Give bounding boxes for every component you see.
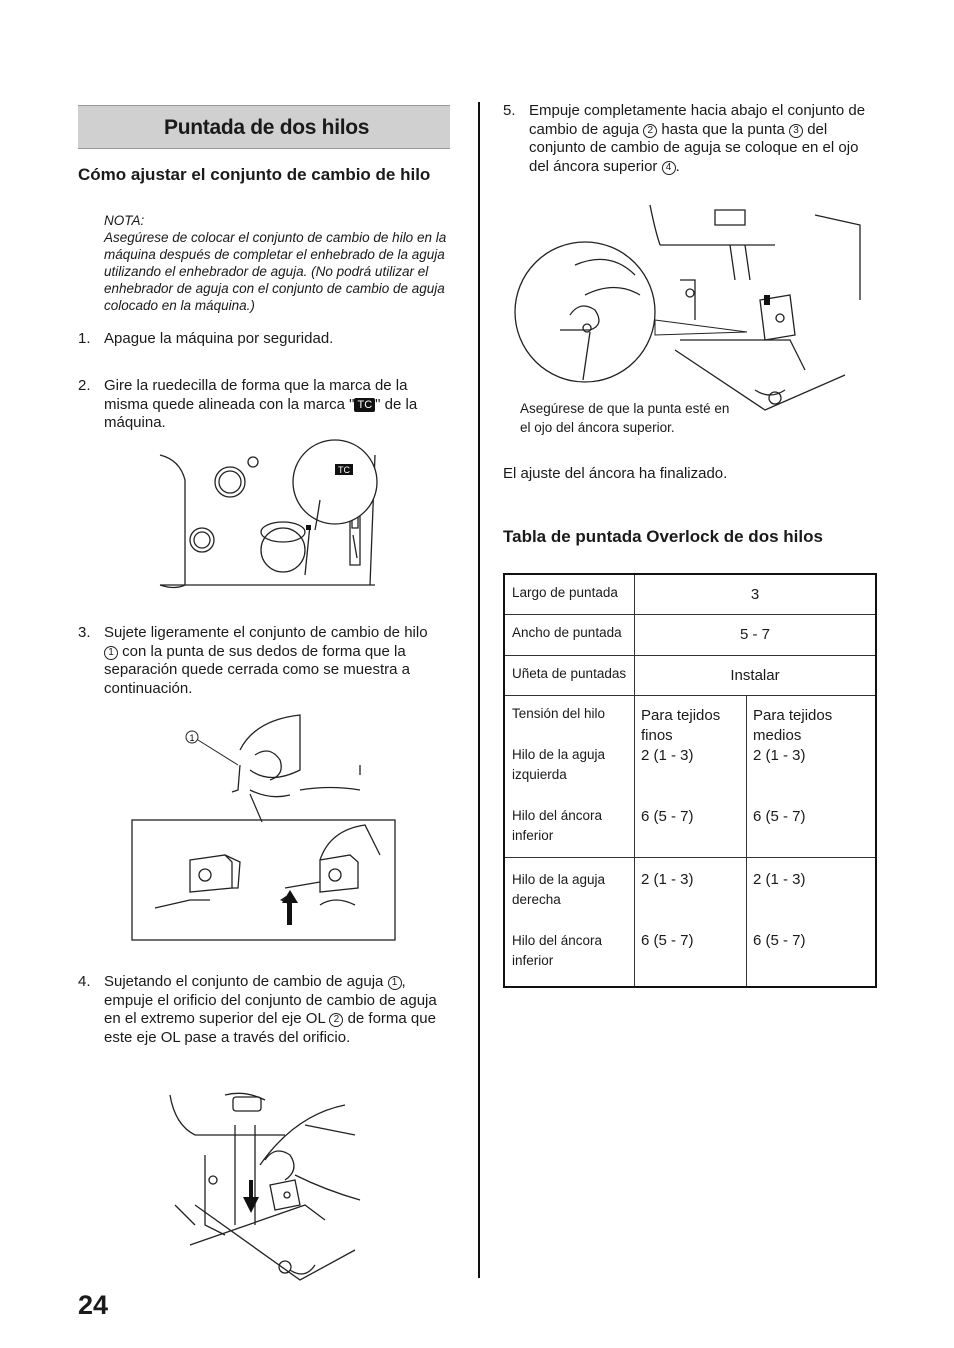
page-number: 24 [78, 1290, 109, 1320]
table-row [504, 695, 876, 857]
medium-column-cell [747, 695, 877, 857]
callout-1: 1 [189, 733, 195, 743]
ref-circle: 1 [388, 976, 402, 990]
step-text-part: del conjunto de cambio de aguja se coloque en el ojo del áncora superior [529, 120, 859, 175]
step-text-part: Gire la ruedecilla de forma que la marca de la misma quede alineada con la marca " [104, 377, 408, 413]
value-medium: 6 (5 - 7) [753, 807, 806, 825]
handwheel-illustration [155, 440, 385, 595]
tc-marker [306, 525, 311, 530]
table-row [504, 574, 876, 614]
step-number: 5. [503, 102, 516, 119]
value-medium: 2 (1 - 3) [753, 870, 806, 888]
step-text-part: , empuje el orificio del conjunto de cambio de aguja en el extremo superior del eje OL [104, 973, 437, 1027]
tension-label: Tensión del hilo [512, 705, 606, 721]
table-title: Tabla de puntada Overlock de dos hilos [503, 527, 823, 546]
ol-shaft-illustration [165, 1085, 365, 1285]
step-text [104, 973, 444, 1047]
value-fine: 6 (5 - 7) [641, 931, 694, 949]
ref-circle: 4 [662, 161, 676, 175]
value-fine: 2 (1 - 3) [641, 746, 694, 764]
tension-label-cell [504, 695, 635, 857]
step-text-part: " de la máquina. [104, 395, 418, 431]
row-label: Hilo del áncora inferior [512, 807, 603, 843]
step-text-part: hasta que la punta [657, 120, 790, 138]
step-text-part: Sujetando el conjunto de cambio de aguja [104, 973, 388, 990]
step-4 [78, 973, 450, 1068]
row-value: 3 [635, 574, 877, 614]
step-text [104, 624, 444, 698]
value-fine: 2 (1 - 3) [641, 870, 694, 888]
value-fine: 6 (5 - 7) [641, 807, 694, 825]
ref-circle: 3 [789, 124, 803, 138]
stitch-settings-table [503, 573, 877, 988]
row-label: Uñeta de puntadas [504, 655, 635, 695]
step-number: 2. [78, 377, 91, 394]
step-number: 4. [78, 973, 91, 990]
fine-header: Para tejidos finos [641, 706, 721, 744]
value-medium: 6 (5 - 7) [753, 931, 806, 949]
step-3 [78, 624, 450, 704]
step-text [529, 102, 879, 176]
column-divider [478, 102, 480, 1278]
ref-circle: 2 [329, 1013, 343, 1027]
right-thread-label-cell [504, 857, 635, 987]
step-1 [78, 330, 450, 350]
row-label: Hilo del áncora inferior [512, 932, 603, 968]
subsection-title: Cómo ajustar el conjunto de cambio de hilo [78, 165, 431, 184]
section-title-bar [78, 105, 450, 149]
step-number: 1. [78, 330, 91, 347]
step-text-part: Sujete ligeramente el conjunto de cambio de hilo [104, 624, 428, 641]
figure-caption: Asegúrese de que la punta esté en el ojo del áncora superior. [520, 401, 730, 435]
step-2 [78, 377, 450, 437]
tc-label: TC [338, 465, 350, 475]
table-row [504, 614, 876, 655]
step-number: 3. [78, 624, 91, 641]
anchor-done-text: El ajuste del áncora ha finalizado. [503, 465, 728, 482]
note-block [104, 212, 452, 314]
medium-column-cell [747, 857, 877, 987]
step-text: Apague la máquina por seguridad. [104, 330, 334, 347]
step-text [104, 377, 444, 433]
table-row [504, 857, 876, 987]
ref-circle: 2 [643, 124, 657, 138]
fine-column-cell [635, 857, 747, 987]
row-label: Hilo de la aguja derecha [512, 871, 606, 907]
looper-eye-illustration [515, 200, 865, 415]
row-value: Instalar [635, 655, 877, 695]
row-value: 5 - 7 [635, 614, 877, 655]
note-text: Asegúrese de colocar el conjunto de cambio de hilo en la máquina después de completar el enhebrado de la aguja utilizando el enhebrador de aguja. (No podrá utilizar el enhebrador de aguja con el conjunto de cambio de aguja colocado en la máquina.) [104, 230, 447, 313]
medium-header: Para tejidos medios [753, 706, 833, 744]
step-5 [503, 102, 879, 180]
ref-circle: 1 [104, 646, 118, 660]
tc-mark-badge: TC [354, 398, 375, 412]
step-text-part: . [675, 157, 680, 175]
finger-grip-illustration [130, 710, 400, 945]
fine-column-cell [635, 695, 747, 857]
row-label: Hilo de la aguja izquierda [512, 746, 606, 782]
step-text-part: Empuje completamente hacia abajo el conjunto de cambio de aguja [529, 102, 866, 138]
step-text-part: de forma que este eje OL pase a través del orificio. [104, 1010, 436, 1046]
row-label: Largo de puntada [504, 574, 635, 614]
section-title: Puntada de dos hilos [164, 116, 370, 139]
value-medium: 2 (1 - 3) [753, 746, 806, 764]
table-row [504, 655, 876, 695]
step-text-part: con la punta de sus dedos de forma que la separación quede cerrada como se muestra a continuación. [104, 642, 411, 697]
row-label: Ancho de puntada [504, 614, 635, 655]
note-label: NOTA: [104, 213, 145, 228]
